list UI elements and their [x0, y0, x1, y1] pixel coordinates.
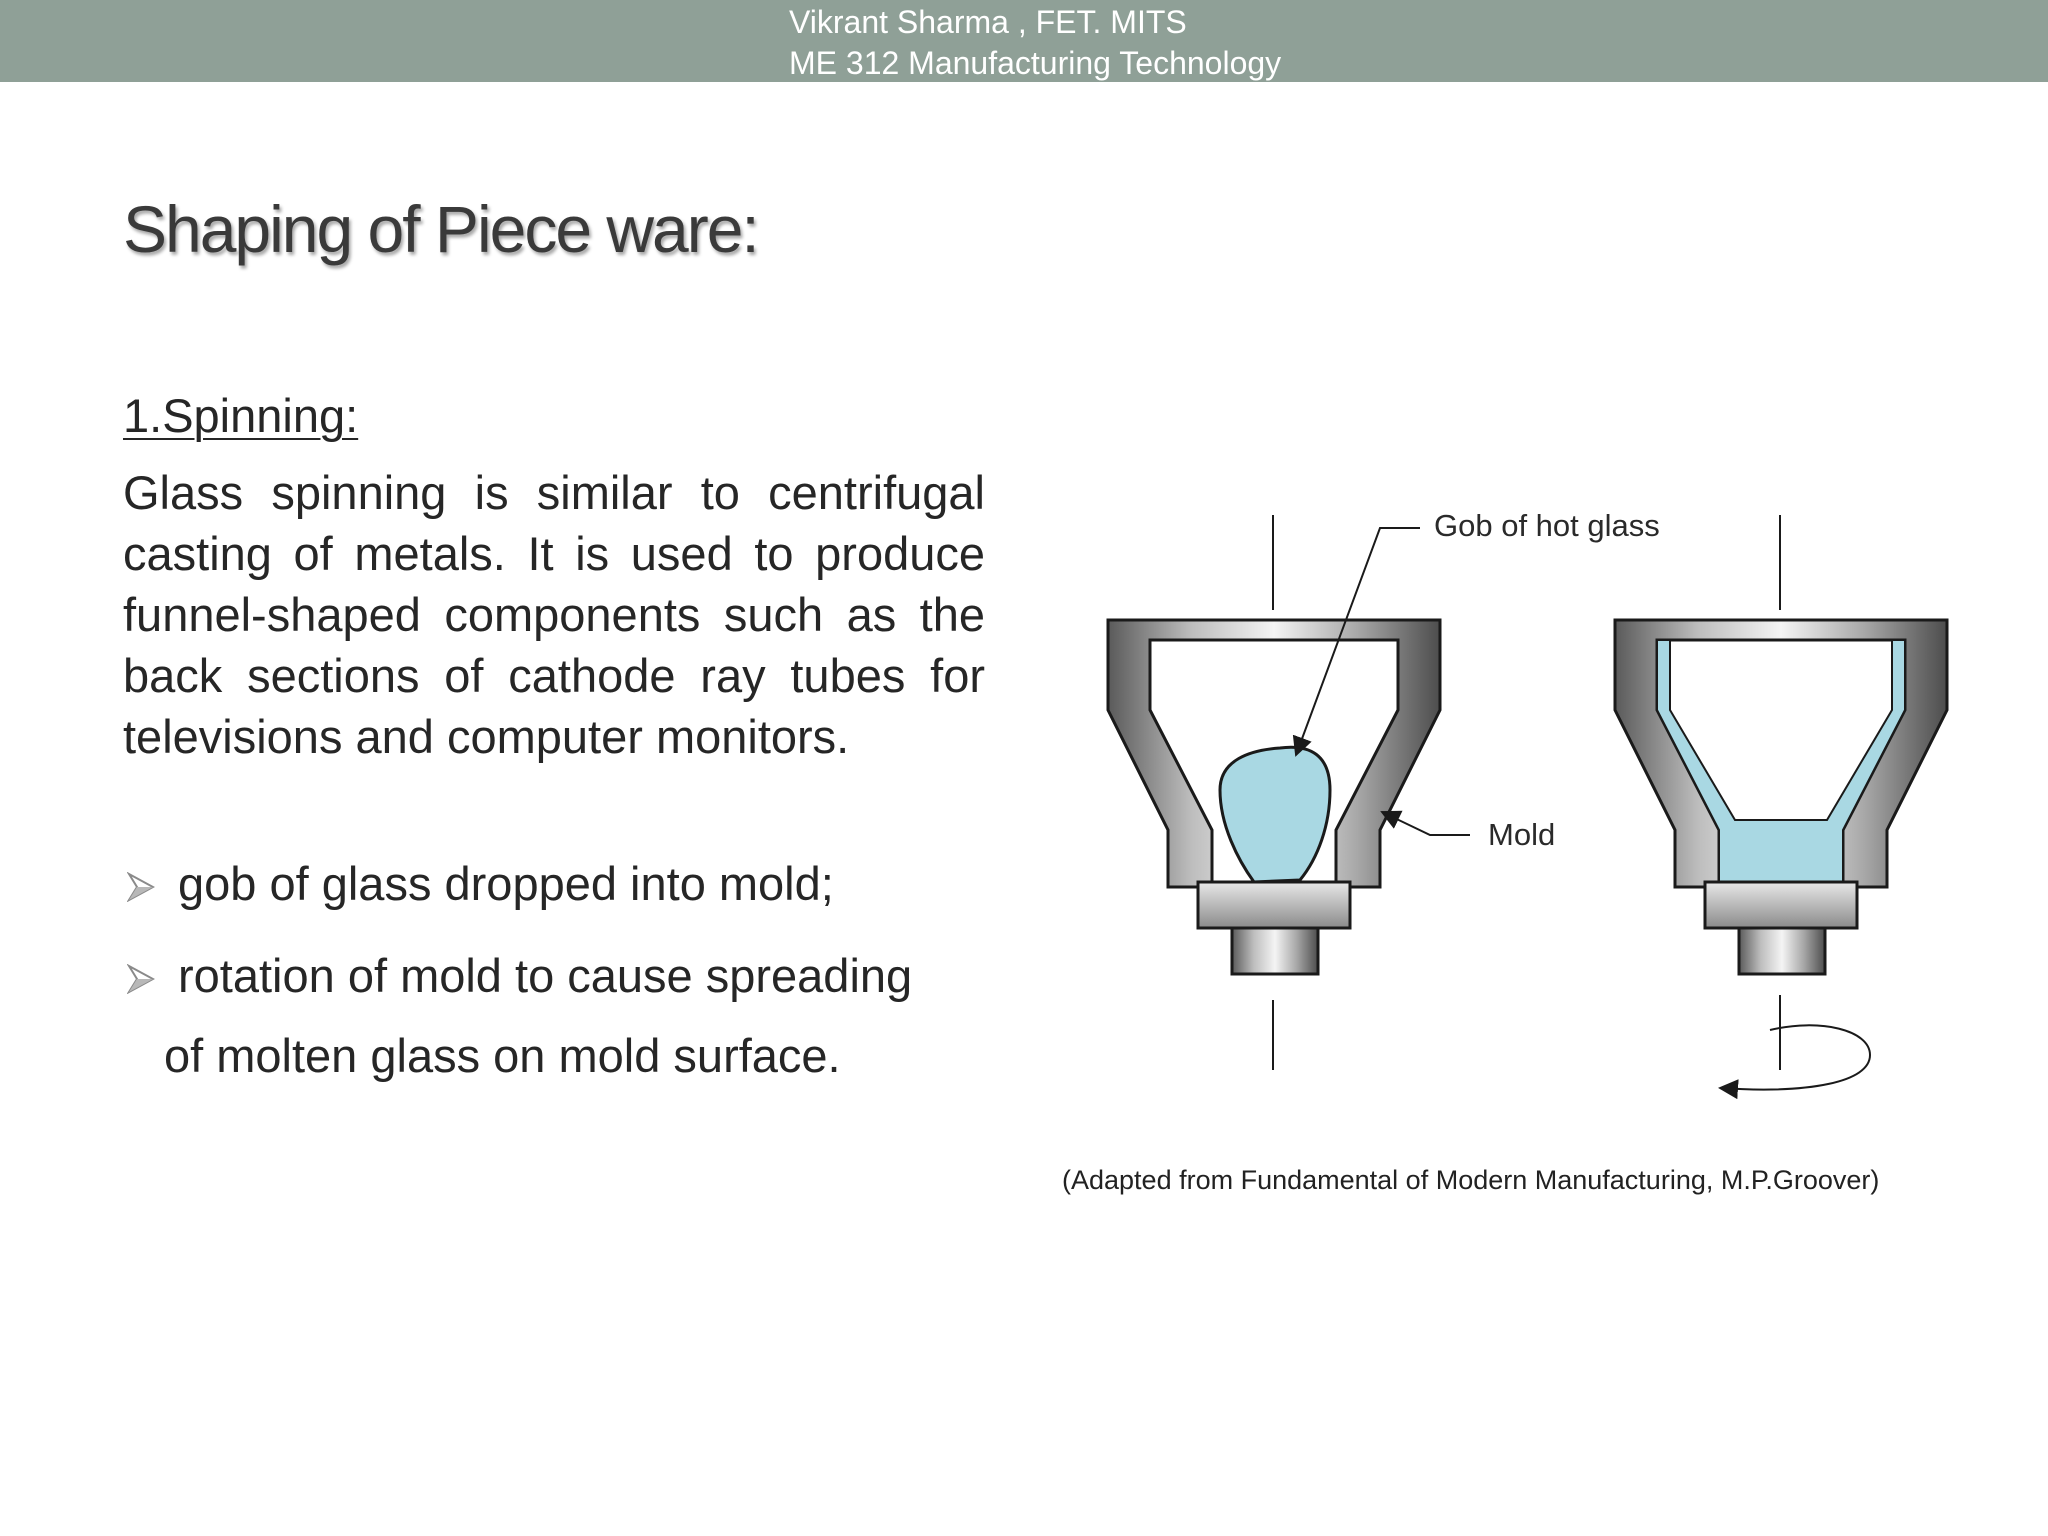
slide-title: Shaping of Piece ware:: [123, 192, 758, 266]
arrow-bullet-icon: [127, 872, 155, 902]
header-author: Vikrant Sharma , FET. MITS: [789, 4, 1187, 40]
label-mold: Mold: [1488, 817, 1556, 852]
header-bar: [0, 0, 2048, 82]
header-course: ME 312 Manufacturing Technology: [789, 45, 1282, 81]
body-paragraph: Glass spinning is similar to centrifugal casting of metals. It is used to produce funnel-shaped components such as the back sections of cathode ray tubes for televisions and computer monitors.: [123, 466, 985, 763]
spinning-diagram: [1080, 490, 1980, 1130]
gob-of-glass: [1220, 747, 1330, 882]
label-gob-of-hot-glass: Gob of hot glass: [1434, 508, 1660, 543]
mold-right: [1615, 515, 1947, 1090]
bullet-continuation: of molten glass on mold surface.: [164, 1029, 841, 1082]
bullet-text: gob of glass dropped into mold;: [178, 857, 834, 910]
figure-caption: (Adapted from Fundamental of Modern Manufacturing, M.P.Groover): [1062, 1165, 1880, 1195]
mold-left: [1108, 515, 1440, 1070]
arrow-bullet-icon: [127, 964, 155, 994]
bullet-text: rotation of mold to cause spreading: [178, 949, 913, 1002]
rotation-arrow: [1720, 1025, 1870, 1089]
section-heading: 1.Spinning:: [123, 389, 359, 442]
mold-leader-line: [1382, 812, 1470, 835]
